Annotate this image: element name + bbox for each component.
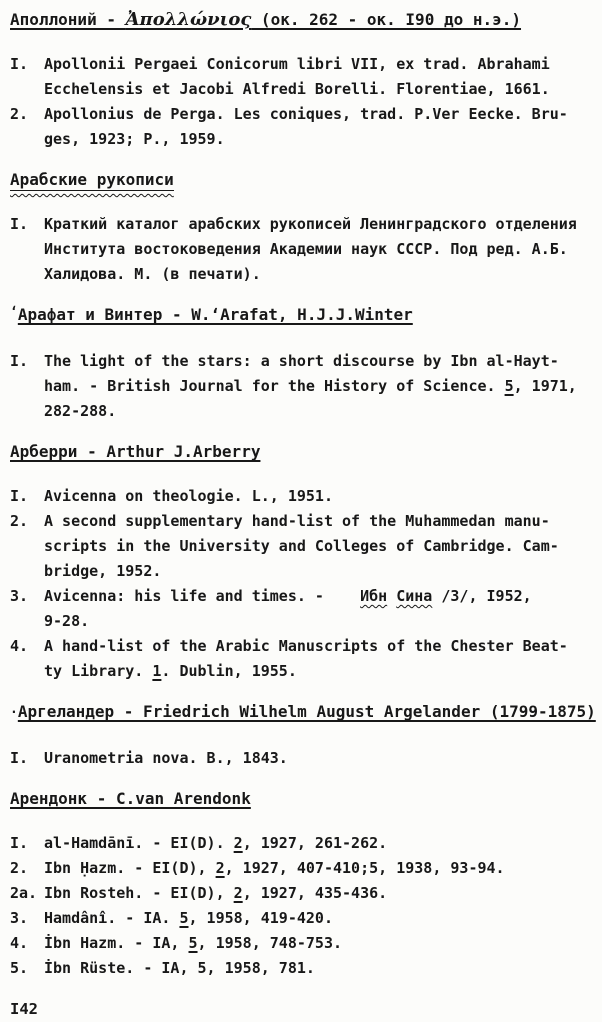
- entry-text: [44, 634, 590, 684]
- entry-number: I.: [10, 749, 29, 767]
- heading-segment: Арберри - Arthur J.Arberry: [10, 442, 261, 461]
- entry-line: [44, 212, 590, 237]
- heading-text: [10, 789, 251, 808]
- section-heading: [10, 303, 590, 329]
- bibliography-entry: [10, 349, 590, 424]
- bibliography-entry: [10, 52, 590, 102]
- text-segment: Apollonius de Perga. Les coniques, trad. P.Ver Eecke. Bru-: [44, 105, 568, 123]
- heading-segment: Арафат и Винтер - W.ʻArafat, H.J.J.Winter: [17, 305, 413, 324]
- text-segment: [387, 587, 396, 605]
- bibliography-section: [10, 700, 596, 771]
- page-number: I42: [10, 1000, 38, 1018]
- entry-number: 2.: [10, 859, 29, 877]
- text-segment: , 1971,: [513, 377, 577, 395]
- entry-line: [44, 956, 590, 981]
- entry-text: [44, 956, 590, 981]
- entry-line: [44, 634, 590, 659]
- entry-text: [44, 349, 590, 424]
- text-segment: Uranometria nova. B., 1843.: [44, 749, 288, 767]
- underlined-segment: Сина: [396, 587, 433, 605]
- entry-text: [44, 484, 590, 509]
- text-segment: /3/, I952,: [432, 587, 532, 605]
- text-segment: Краткий каталог арабских рукописей Ленинградского отделения: [44, 215, 577, 233]
- text-segment: al-Hamdānī. - EI(D).: [44, 834, 234, 852]
- entry-line: [44, 102, 590, 127]
- text-segment: İbn Rüste. - IA, 5, 1958, 781.: [44, 959, 315, 977]
- text-segment: Apollonii Pergaei Conicorum libri VII, ex trad. Abrahami: [44, 55, 550, 73]
- text-segment: A second supplementary hand-list of the Muhammedan manu-: [44, 512, 550, 530]
- entry-line: [44, 534, 590, 559]
- heading-segment: (ок. 262 - ок. I90 до н.э.): [251, 10, 522, 29]
- entry-text: [44, 509, 590, 584]
- entry-line: [44, 906, 590, 931]
- entry-line: [44, 831, 590, 856]
- underlined-segment: 5: [188, 934, 198, 952]
- entry-number: 2.: [10, 105, 29, 123]
- entry-line: [44, 881, 590, 906]
- entry-text: [44, 881, 590, 906]
- text-segment: , 1927, 435-436.: [242, 884, 388, 902]
- entry-line: [44, 484, 590, 509]
- text-segment: , 1958, 748-753.: [197, 934, 343, 952]
- text-segment: Ibn Rosteh. - EI(D),: [44, 884, 234, 902]
- bibliography-entry: [10, 634, 590, 684]
- bibliography-section: [10, 440, 590, 684]
- entry-line: [44, 399, 590, 424]
- underlined-segment: 2: [215, 859, 225, 877]
- heading-segment: Аргеландер - Friedrich Wilhelm August Argelander (1799-1875): [17, 702, 596, 721]
- underlined-segment: 5: [179, 909, 189, 927]
- entry-text: [44, 856, 590, 881]
- underlined-segment: 1: [152, 662, 162, 680]
- bibliography-entry: [10, 102, 590, 152]
- heading-segment: Арабские рукописи: [10, 170, 174, 189]
- text-segment: 9-28.: [44, 612, 90, 630]
- section-heading: [10, 168, 590, 192]
- entry-number: I.: [10, 834, 29, 852]
- entry-line: [44, 349, 590, 374]
- entry-number: 3.: [10, 909, 29, 927]
- bibliography-entry: [10, 212, 590, 287]
- entry-number: I.: [10, 215, 29, 233]
- text-segment: İbn Hazm. - IA,: [44, 934, 189, 952]
- text-segment: , 1927, 261-262.: [242, 834, 388, 852]
- text-segment: The light of the stars: a short discourse by Ibn al-Hayt-: [44, 352, 559, 370]
- entry-line: [44, 374, 590, 399]
- bibliography-entry: [10, 484, 590, 509]
- bibliography-entry: [10, 931, 590, 956]
- bibliography-entry: [10, 906, 590, 931]
- bibliography-entry: [10, 956, 590, 981]
- heading-text: [10, 10, 521, 29]
- text-segment: A hand-list of the Arabic Manuscripts of the Chester Beat-: [44, 637, 568, 655]
- entry-line: [44, 609, 590, 634]
- text-segment: Hamdânî. - IA.: [44, 909, 180, 927]
- entry-number: 5.: [10, 959, 29, 977]
- entry-text: [44, 584, 590, 634]
- heading-text: [10, 170, 174, 191]
- heading-prefix-mark: .: [10, 702, 18, 717]
- bibliography-entry: [10, 856, 590, 881]
- heading-text: [10, 442, 260, 461]
- entry-line: [44, 77, 590, 102]
- entry-number: 4.: [10, 637, 29, 655]
- text-segment: Халидова. М. (в печати).: [44, 265, 261, 283]
- entry-line: [44, 262, 590, 287]
- section-heading: [10, 787, 590, 811]
- text-segment: , 1958, 419-420.: [188, 909, 333, 927]
- underlined-segment: 2: [233, 884, 243, 902]
- underlined-segment: 2: [233, 834, 243, 852]
- entry-number: I.: [10, 487, 29, 505]
- entry-text: [44, 52, 590, 102]
- heading-segment: Аполлоний -: [10, 10, 126, 29]
- entry-text: [44, 212, 590, 287]
- entry-line: [44, 746, 590, 771]
- bibliography-entry: [10, 881, 590, 906]
- entry-number: 2.: [10, 512, 29, 530]
- bibliography-entry: [10, 831, 590, 856]
- section-heading: [10, 700, 596, 726]
- text-segment: . Dublin, 1955.: [161, 662, 297, 680]
- greek-handwritten-text: Ἀπολλώνιος: [125, 9, 252, 30]
- bibliography-entry: [10, 746, 590, 771]
- text-segment: Avicenna: his life and times. -: [44, 587, 361, 605]
- entry-line: [44, 931, 590, 956]
- entry-number: 4.: [10, 934, 29, 952]
- entry-text: [44, 906, 590, 931]
- entry-line: [44, 509, 590, 534]
- underlined-segment: 5: [504, 377, 514, 395]
- entry-text: [44, 746, 590, 771]
- entry-line: [44, 237, 590, 262]
- heading-text: [18, 702, 596, 721]
- section-heading: [10, 8, 590, 32]
- entry-text: [44, 831, 590, 856]
- entry-text: [44, 102, 590, 152]
- entry-line: [44, 856, 590, 881]
- heading-text: [18, 305, 413, 324]
- section-heading: [10, 440, 590, 464]
- heading-prefix-mark: ʻ: [10, 305, 18, 320]
- text-segment: Ecchelensis et Jacobi Alfredi Borelli. Florentiae, 1661.: [44, 80, 550, 98]
- text-segment: Ibn Ḥazm. - EI(D),: [44, 859, 216, 877]
- entry-text: [44, 931, 590, 956]
- entry-line: [44, 659, 590, 684]
- entry-line: [44, 127, 590, 152]
- entry-number: 3.: [10, 587, 29, 605]
- entry-number: I.: [10, 352, 29, 370]
- text-segment: ges, 1923; P., 1959.: [44, 130, 225, 148]
- underlined-segment: Ибн: [360, 587, 388, 605]
- text-segment: ty Library.: [44, 662, 153, 680]
- bibliography-section: [10, 303, 590, 424]
- bibliography-section: [10, 787, 590, 981]
- bibliography-section: [10, 168, 590, 287]
- entry-line: [44, 584, 590, 609]
- text-segment: 282-288.: [44, 402, 117, 420]
- text-segment: Института востоковедения Академии наук СССР. Под ред. А.Б.: [44, 240, 568, 258]
- text-segment: Avicenna on theologie. L., 1951.: [44, 487, 333, 505]
- bibliography-section: [10, 8, 590, 152]
- text-segment: , 1927, 407-410;5, 1938, 93-94.: [224, 859, 505, 877]
- bibliography-entry: [10, 584, 590, 634]
- entry-line: [44, 559, 590, 584]
- text-segment: scripts in the University and Colleges of Cambridge. Cam-: [44, 537, 559, 555]
- heading-segment: Арендонк - C.van Arendonk: [10, 789, 251, 808]
- entry-number: I.: [10, 55, 29, 73]
- entry-line: [44, 52, 590, 77]
- text-segment: bridge, 1952.: [44, 562, 162, 580]
- text-segment: ham. - British Journal for the History of Science.: [44, 377, 505, 395]
- entry-number: 2a.: [10, 884, 38, 902]
- bibliography-content: [10, 8, 596, 981]
- bibliography-entry: [10, 509, 590, 584]
